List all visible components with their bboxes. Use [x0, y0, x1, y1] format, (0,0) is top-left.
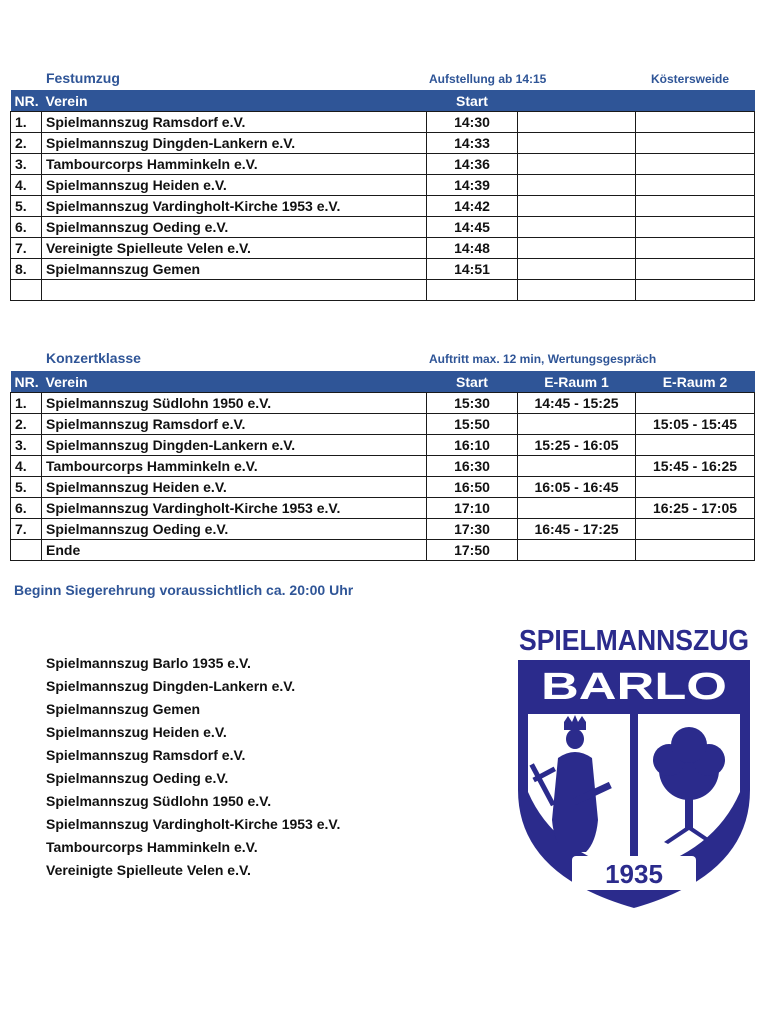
- cell-start: 14:42: [427, 196, 518, 217]
- list-item: Spielmannszug Dingden-Lankern e.V.: [46, 678, 296, 694]
- cell-start: 16:10: [427, 435, 518, 456]
- cell-nr: 6.: [11, 217, 42, 238]
- cell-eraum1: [518, 498, 636, 519]
- header-verein: Verein: [42, 371, 427, 393]
- cell-eraum1: 14:45 - 15:25: [518, 393, 636, 414]
- cell-eraum1: [518, 540, 636, 561]
- table-row: [11, 393, 755, 414]
- cell-nr: 1.: [11, 393, 42, 414]
- festumzug-table: [10, 90, 755, 301]
- member-list: [46, 652, 340, 882]
- cell-empty: [518, 259, 636, 280]
- list-item: Spielmannszug Barlo 1935 e.V.: [46, 655, 251, 671]
- cell-verein: Spielmannszug Heiden e.V.: [42, 175, 427, 196]
- cell-verein: Spielmannszug Oeding e.V.: [42, 217, 427, 238]
- cell-empty: [636, 217, 755, 238]
- konzertklasse-header-row: [11, 371, 755, 393]
- cell-empty: [11, 280, 42, 301]
- cell-eraum2: [636, 519, 755, 540]
- cell-nr: 1.: [11, 112, 42, 133]
- cell-nr: [11, 540, 42, 561]
- header-eraum2: E-Raum 2: [636, 371, 755, 393]
- cell-eraum2: [636, 477, 755, 498]
- cell-verein: Spielmannszug Ramsdorf e.V.: [42, 414, 427, 435]
- cell-nr: 5.: [11, 477, 42, 498]
- list-item: Spielmannszug Oeding e.V.: [46, 770, 229, 786]
- cell-empty: [636, 259, 755, 280]
- cell-nr: 2.: [11, 133, 42, 154]
- table-row: [11, 477, 755, 498]
- cell-nr: 2.: [11, 414, 42, 435]
- table-row: [11, 217, 755, 238]
- list-item: Tambourcorps Hamminkeln e.V.: [46, 839, 258, 855]
- header-verein: Verein: [42, 90, 427, 112]
- cell-empty: [636, 112, 755, 133]
- logo-year-text: 1935: [605, 859, 663, 889]
- table-row: [11, 540, 755, 561]
- table-row: [11, 519, 755, 540]
- cell-start: 17:30: [427, 519, 518, 540]
- logo-name-text: BARLO: [541, 666, 727, 708]
- table-row: [11, 154, 755, 175]
- cell-empty: [518, 175, 636, 196]
- festumzug-header-row: [11, 90, 755, 112]
- cell-empty: [518, 196, 636, 217]
- cell-empty: [636, 238, 755, 259]
- cell-verein: Spielmannszug Dingden-Lankern e.V.: [42, 435, 427, 456]
- table-row: [11, 175, 755, 196]
- table-row: [11, 238, 755, 259]
- cell-verein: Spielmannszug Vardingholt-Kirche 1953 e.V.: [42, 498, 427, 519]
- festumzug-title: Festumzug: [46, 70, 120, 86]
- cell-verein: Spielmannszug Südlohn 1950 e.V.: [42, 393, 427, 414]
- cell-verein: Spielmannszug Ramsdorf e.V.: [42, 112, 427, 133]
- cell-empty: [636, 175, 755, 196]
- cell-verein: Tambourcorps Hamminkeln e.V.: [42, 154, 427, 175]
- cell-empty: [518, 280, 636, 301]
- cell-empty: [518, 154, 636, 175]
- table-row: [11, 456, 755, 477]
- cell-empty: [636, 133, 755, 154]
- cell-start: 14:45: [427, 217, 518, 238]
- list-item: Spielmannszug Gemen: [46, 701, 201, 717]
- cell-verein: Ende: [42, 540, 427, 561]
- cell-eraum1: [518, 456, 636, 477]
- cell-nr: 8.: [11, 259, 42, 280]
- cell-verein: Vereinigte Spielleute Velen e.V.: [42, 238, 427, 259]
- cell-start: 16:50: [427, 477, 518, 498]
- cell-start: 14:48: [427, 238, 518, 259]
- cell-eraum2: 15:05 - 15:45: [636, 414, 755, 435]
- list-item: Spielmannszug Südlohn 1950 e.V.: [46, 793, 272, 809]
- cell-verein: Spielmannszug Heiden e.V.: [42, 477, 427, 498]
- cell-eraum1: 16:05 - 16:45: [518, 477, 636, 498]
- cell-empty: [636, 280, 755, 301]
- konzertklasse-title: Konzertklasse: [46, 350, 141, 366]
- cell-start: 17:10: [427, 498, 518, 519]
- cell-nr: 3.: [11, 435, 42, 456]
- table-row: [11, 112, 755, 133]
- header-nr: NR.: [11, 371, 42, 393]
- header-start: Start: [427, 371, 518, 393]
- cell-start: 14:33: [427, 133, 518, 154]
- cell-nr: 6.: [11, 498, 42, 519]
- cell-eraum2: 15:45 - 16:25: [636, 456, 755, 477]
- ceremony-notice: Beginn Siegerehrung voraussichtlich ca. 20:00 Uhr: [14, 582, 354, 598]
- cell-empty: [518, 112, 636, 133]
- table-row: [11, 435, 755, 456]
- header-empty: [518, 90, 636, 112]
- cell-verein: Spielmannszug Dingden-Lankern e.V.: [42, 133, 427, 154]
- list-item: Vereinigte Spielleute Velen e.V.: [46, 862, 251, 878]
- festumzug-info: Aufstellung ab 14:15: [429, 72, 547, 86]
- cell-start: 16:30: [427, 456, 518, 477]
- cell-nr: 4.: [11, 175, 42, 196]
- cell-eraum1: 16:45 - 17:25: [518, 519, 636, 540]
- cell-empty: [427, 280, 518, 301]
- list-item: Spielmannszug Vardingholt-Kirche 1953 e.V.: [46, 816, 341, 832]
- table-row-empty: [11, 280, 755, 301]
- table-row: [11, 414, 755, 435]
- festumzug-location: Köstersweide: [651, 72, 730, 86]
- cell-verein: Spielmannszug Gemen: [42, 259, 427, 280]
- header-eraum1: E-Raum 1: [518, 371, 636, 393]
- konzertklasse-info: Auftritt max. 12 min, Wertungsgespräch: [429, 352, 657, 366]
- header-empty: [636, 90, 755, 112]
- cell-empty: [636, 196, 755, 217]
- cell-start: 14:30: [427, 112, 518, 133]
- cell-nr: 3.: [11, 154, 42, 175]
- table-row: [11, 498, 755, 519]
- table-row: [11, 133, 755, 154]
- cell-empty: [518, 217, 636, 238]
- cell-start: 17:50: [427, 540, 518, 561]
- cell-nr: 7.: [11, 238, 42, 259]
- cell-nr: 7.: [11, 519, 42, 540]
- cell-eraum2: [636, 393, 755, 414]
- cell-empty: [636, 154, 755, 175]
- cell-verein: Spielmannszug Oeding e.V.: [42, 519, 427, 540]
- cell-start: 14:39: [427, 175, 518, 196]
- cell-empty: [518, 133, 636, 154]
- cell-nr: 4.: [11, 456, 42, 477]
- barlo-logo: [514, 620, 754, 910]
- konzertklasse-table: [10, 371, 755, 561]
- cell-verein: Tambourcorps Hamminkeln e.V.: [42, 456, 427, 477]
- table-row: [11, 196, 755, 217]
- header-start: Start: [427, 90, 518, 112]
- cell-eraum1: 15:25 - 16:05: [518, 435, 636, 456]
- cell-nr: 5.: [11, 196, 42, 217]
- cell-verein: Spielmannszug Vardingholt-Kirche 1953 e.V.: [42, 196, 427, 217]
- list-item: Spielmannszug Ramsdorf e.V.: [46, 747, 246, 763]
- cell-eraum2: [636, 435, 755, 456]
- logo-top-text: SPIELMANNSZUG: [519, 625, 749, 657]
- cell-empty: [42, 280, 427, 301]
- cell-eraum1: [518, 414, 636, 435]
- list-item: Spielmannszug Heiden e.V.: [46, 724, 227, 740]
- cell-eraum2: [636, 540, 755, 561]
- cell-empty: [518, 238, 636, 259]
- cell-start: 14:51: [427, 259, 518, 280]
- table-row: [11, 259, 755, 280]
- cell-eraum2: 16:25 - 17:05: [636, 498, 755, 519]
- cell-start: 15:30: [427, 393, 518, 414]
- cell-start: 14:36: [427, 154, 518, 175]
- header-nr: NR.: [11, 90, 42, 112]
- cell-start: 15:50: [427, 414, 518, 435]
